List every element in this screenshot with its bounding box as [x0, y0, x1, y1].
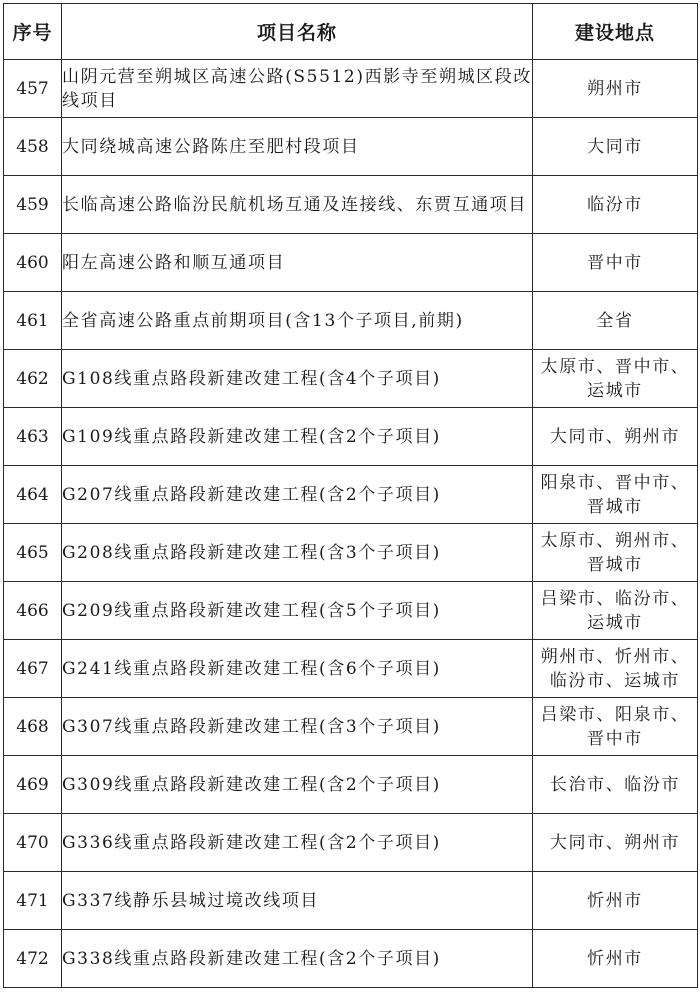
- table-row: [4, 408, 698, 466]
- table-row: [4, 930, 698, 988]
- header-project-name: 项目名称: [62, 4, 533, 60]
- project-table: [3, 3, 698, 988]
- row-project-name: G207线重点路段新建改建工程(含2个子项目): [62, 466, 533, 524]
- table-row: [4, 698, 698, 756]
- row-location: 全省: [533, 292, 698, 350]
- table-row: [4, 756, 698, 814]
- row-project-name: G108线重点路段新建改建工程(含4个子项目): [62, 350, 533, 408]
- table-row: [4, 466, 698, 524]
- table-row: [4, 640, 698, 698]
- row-serial-number: 465: [4, 524, 62, 582]
- row-project-name: 阳左高速公路和顺互通项目: [62, 234, 533, 292]
- row-serial-number: 468: [4, 698, 62, 756]
- row-project-name: G337线静乐县城过境改线项目: [62, 872, 533, 930]
- row-location: 大同市、朔州市: [533, 814, 698, 872]
- row-serial-number: 459: [4, 176, 62, 234]
- row-serial-number: 469: [4, 756, 62, 814]
- row-serial-number: 458: [4, 118, 62, 176]
- table-row: [4, 60, 698, 118]
- row-serial-number: 471: [4, 872, 62, 930]
- row-location: 长治市、临汾市: [533, 756, 698, 814]
- row-serial-number: 463: [4, 408, 62, 466]
- row-location: 忻州市: [533, 930, 698, 988]
- row-serial-number: 462: [4, 350, 62, 408]
- row-location: 临汾市: [533, 176, 698, 234]
- table-row: [4, 234, 698, 292]
- row-location: 太原市、朔州市、晋城市: [533, 524, 698, 582]
- row-project-name: G241线重点路段新建改建工程(含6个子项目): [62, 640, 533, 698]
- row-project-name: G338线重点路段新建改建工程(含2个子项目): [62, 930, 533, 988]
- table-row: [4, 524, 698, 582]
- table-row: [4, 350, 698, 408]
- row-project-name: G109线重点路段新建改建工程(含2个子项目): [62, 408, 533, 466]
- row-serial-number: 457: [4, 60, 62, 118]
- row-location: 大同市: [533, 118, 698, 176]
- row-location: 大同市、朔州市: [533, 408, 698, 466]
- table-row: [4, 176, 698, 234]
- table-row: [4, 582, 698, 640]
- table-row: [4, 814, 698, 872]
- row-location: 吕梁市、临汾市、运城市: [533, 582, 698, 640]
- row-project-name: 长临高速公路临汾民航机场互通及连接线、东贾互通项目: [62, 176, 533, 234]
- row-location: 太原市、晋中市、运城市: [533, 350, 698, 408]
- row-location: 晋中市: [533, 234, 698, 292]
- row-location: 阳泉市、晋中市、晋城市: [533, 466, 698, 524]
- row-project-name: 全省高速公路重点前期项目(含13个子项目,前期): [62, 292, 533, 350]
- row-serial-number: 466: [4, 582, 62, 640]
- row-project-name: G209线重点路段新建改建工程(含5个子项目): [62, 582, 533, 640]
- table-header-row: [4, 4, 698, 60]
- row-project-name: G307线重点路段新建改建工程(含3个子项目): [62, 698, 533, 756]
- row-serial-number: 470: [4, 814, 62, 872]
- row-project-name: 大同绕城高速公路陈庄至肥村段项目: [62, 118, 533, 176]
- row-project-name: G336线重点路段新建改建工程(含2个子项目): [62, 814, 533, 872]
- table-row: [4, 292, 698, 350]
- row-location: 朔州市: [533, 60, 698, 118]
- header-location: 建设地点: [533, 4, 698, 60]
- row-location: 吕梁市、阳泉市、晋中市: [533, 698, 698, 756]
- row-project-name: G309线重点路段新建改建工程(含2个子项目): [62, 756, 533, 814]
- table-row: [4, 118, 698, 176]
- row-location: 忻州市: [533, 872, 698, 930]
- row-serial-number: 472: [4, 930, 62, 988]
- row-serial-number: 461: [4, 292, 62, 350]
- row-serial-number: 460: [4, 234, 62, 292]
- row-serial-number: 464: [4, 466, 62, 524]
- row-project-name: 山阴元营至朔城区高速公路(S5512)西影寺至朔城区段改线项目: [62, 60, 533, 118]
- table-row: [4, 872, 698, 930]
- row-project-name: G208线重点路段新建改建工程(含3个子项目): [62, 524, 533, 582]
- row-location: 朔州市、忻州市、临汾市、运城市: [533, 640, 698, 698]
- row-serial-number: 467: [4, 640, 62, 698]
- header-serial-number: 序号: [4, 4, 62, 60]
